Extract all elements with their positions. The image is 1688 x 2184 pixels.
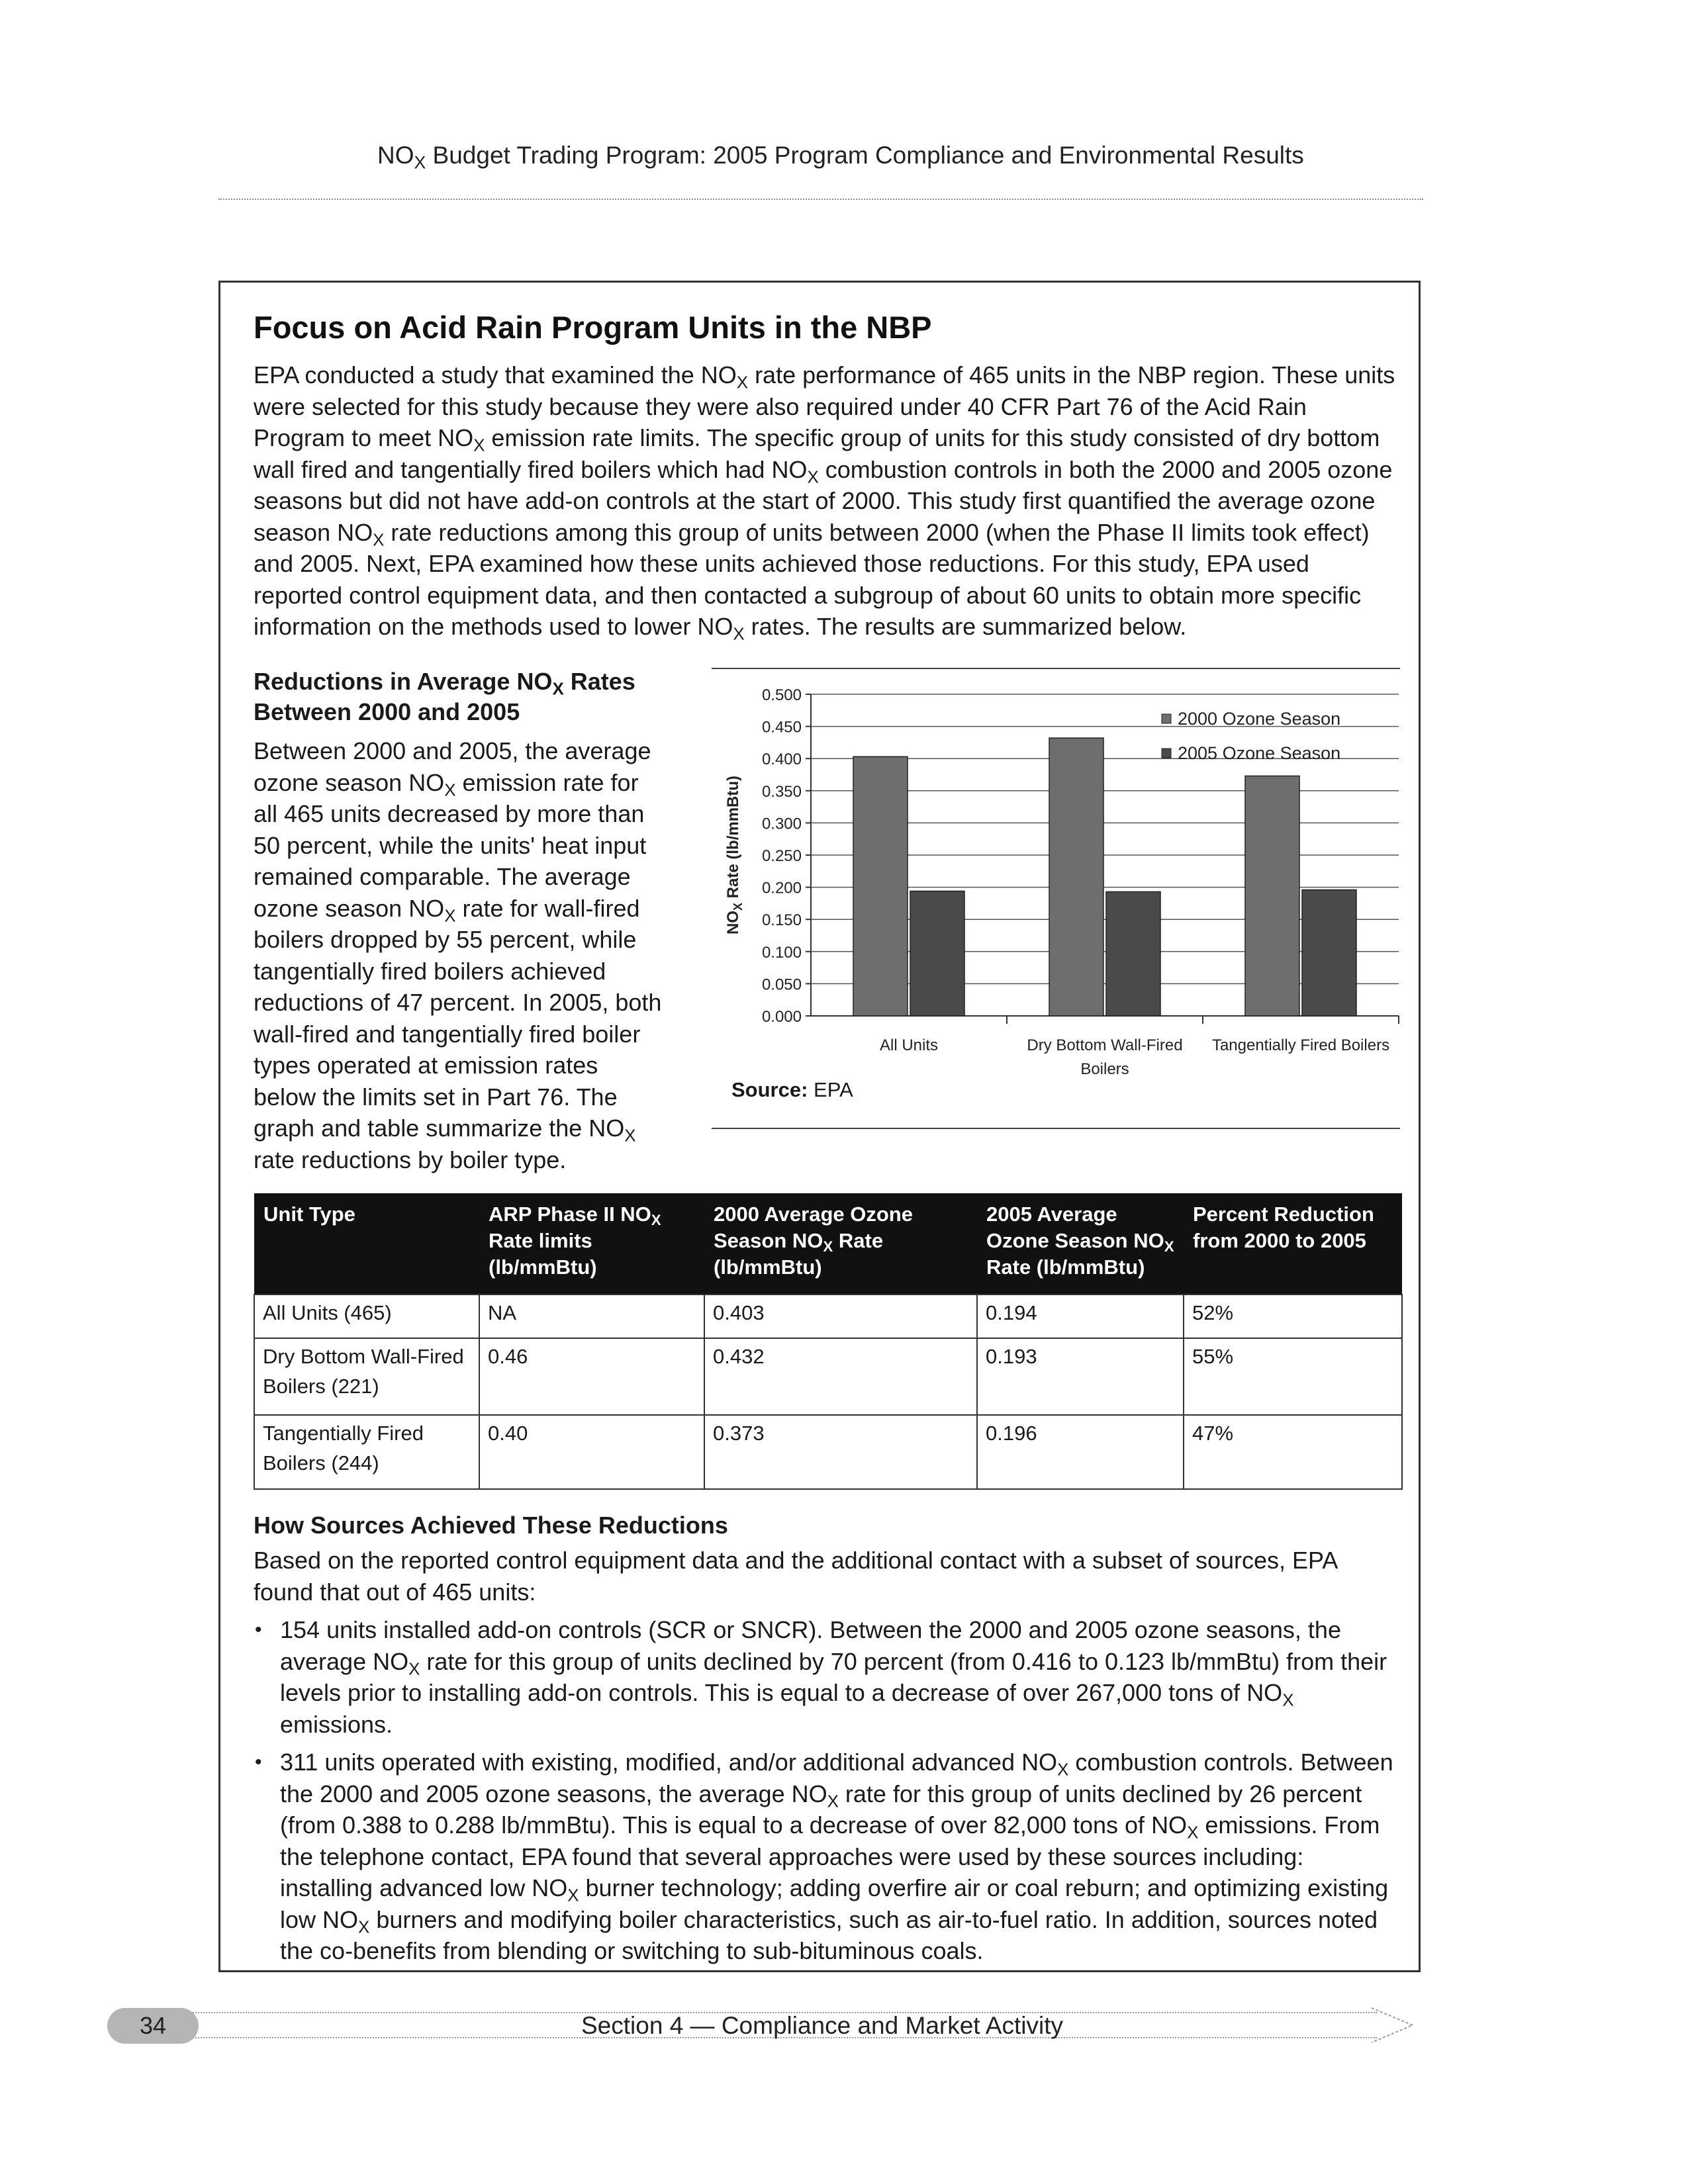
table-header-row [254, 1193, 1402, 1295]
y-tick-label: 0.050 [761, 976, 802, 994]
x-category-label: Tangentially Fired Boilers [1211, 1036, 1390, 1054]
table-cell: Tangentially Fired Boilers (244) [254, 1415, 479, 1489]
y-tick-label: 0.500 [761, 686, 802, 704]
list-item: • 154 units installed add-on controls (SCR or SNCR). Between the 2000 and 2005 ozone seasons, the average $NO_X$ rate for this group of units declined by 70 percent (from 0.416 to 0.123 lb/mmBtu) from their levels prior to installing add-on controls. This is equal to a decrease of over 267,000 tons of $NO_X$ emissions. [254, 1614, 1399, 1740]
legend-swatch [1162, 714, 1171, 723]
table-row [254, 1338, 1402, 1415]
y-tick-label: 0.000 [761, 1008, 802, 1026]
table-cell: 0.193 [977, 1338, 1184, 1415]
y-tick-label: 0.400 [761, 751, 802, 769]
reductions-body: Between 2000 and 2005, the average ozone season $NO_X$ emission rate for all 465 units decreased by more than 50 percent, while the units' heat input remained comparable. The average ozone season $NO_X$ rate for wall-fired boilers dropped by 55 percent, while tangentially fired boilers achieved reductions of 47 percent. In 2005, both wall-fired and tangentially fired boiler types operated at emission rates below the limits set in Part 76. The graph and table summarize the $NO_X$ rate reductions by boiler type. [254, 737, 662, 1173]
y-tick-label: 0.100 [761, 943, 802, 962]
table-cell: 52% [1184, 1295, 1402, 1338]
legend-swatch [1162, 749, 1171, 758]
list-item: • 311 units operated with existing, modified, and/or additional advanced $NO_X$ combustion controls. Between the 2000 and 2005 ozone seasons, the average $NO_X$ rate for this group of units declined by 26 percent (from 0.388 to 0.288 lb/mmBtu). This is equal to a decrease of over 82,000 tons of $NO_X$ emissions. From the telephone contact, EPA found that several approaches were used by these sources including: installing advanced low $NO_X$ burner technology; adding overfire air or coal reburn; and optimizing existing low $NO_X$ burners and modifying boiler characteristics, such as air-to-fuel ratio. In addition, sources noted the co-benefits from blending or switching to sub-bituminous coals. [254, 1747, 1399, 1967]
bar-2005 [1302, 889, 1356, 1016]
x-category-label: All Units [879, 1036, 939, 1054]
chart-bottom-rule [712, 1128, 1400, 1129]
page-number: 34 [107, 2008, 199, 2044]
reductions-heading: Reductions in Average $NO_X$ Rates Between 2000 and 2005 [254, 668, 635, 725]
y-tick-label: 0.150 [761, 911, 802, 930]
chart-source: Source: EPA [731, 1078, 853, 1101]
focus-title: Focus on Acid Rain Program Units in the NBP [254, 310, 932, 345]
bar-2000 [1049, 738, 1103, 1016]
achieved-list [254, 1614, 1399, 1967]
table-row [254, 1415, 1402, 1489]
table-cell: 47% [1184, 1415, 1402, 1489]
bar-2000 [853, 756, 908, 1016]
y-tick-label: 0.200 [761, 879, 802, 897]
table-cell: 0.403 [704, 1295, 977, 1338]
bar-2000 [1245, 776, 1299, 1016]
focus-box [218, 281, 1421, 1972]
bar-2005 [910, 891, 964, 1016]
reductions-column [254, 666, 664, 1175]
legend-label: 2000 Ozone Season [1178, 709, 1341, 729]
running-header: $NO_X$ Budget Trading Program: 2005 Program Compliance and Environmental Results [377, 142, 1304, 173]
table-cell: 0.196 [977, 1415, 1184, 1489]
table-header-cell: Percent Reduction from 2000 to 2005 [1184, 1193, 1402, 1295]
bar-2005 [1106, 891, 1160, 1016]
table-cell: 0.194 [977, 1295, 1184, 1338]
table-cell: NA [479, 1295, 704, 1338]
table-row [254, 1295, 1402, 1338]
table-cell: 55% [1184, 1338, 1402, 1415]
achieved-section [254, 1510, 1399, 1974]
footer-section: Section 4 — Compliance and Market Activity [581, 2012, 1063, 2039]
focus-intro: EPA conducted a study that examined the $NO_X$ rate performance of 465 units in the NBP region. These units were selected for this study because they were also required under 40 CFR Part 76 of the Acid Rain Program to meet $NO_X$ emission rate limits. The specific group of units for this study consisted of dry bottom wall fired and tangentially fired boilers which had $NO_X$ combustion controls in both the 2000 and 2005 ozone seasons but did not have add-on controls at the start of 2000. This study first quantified the average ozone season $NO_X$ rate reductions among this group of units between 2000 (when the Phase II limits took effect) and 2005. Next, EPA examined how these units achieved those reductions. For this study, EPA used reported control equipment data, and then contacted a subgroup of about 60 units to obtain more specific information on the methods used to lower $NO_X$ rates. The results are summarized below. [254, 361, 1395, 644]
achieved-heading: How Sources Achieved These Reductions [254, 1512, 728, 1539]
table-cell: 0.373 [704, 1415, 977, 1489]
table-header-cell: ARP Phase II $NO_X$ Rate limits (lb/mmBtu) [479, 1193, 704, 1295]
y-tick-label: 0.250 [761, 847, 802, 865]
legend-label: 2005 Ozone Season [1178, 743, 1341, 763]
chevron-right-icon [1370, 1999, 1417, 2052]
y-axis-label: $NO_X$ Rate (lb/mmBtu) [724, 775, 745, 935]
y-tick-label: 0.300 [761, 815, 802, 833]
x-category-label: Dry Bottom Wall-Fired Boilers [1027, 1036, 1183, 1078]
table-cell: 0.432 [704, 1338, 977, 1415]
table-header-cell: 2000 Average Ozone Season $NO_X$ Rate (lb/mmBtu) [704, 1193, 977, 1295]
header-divider [218, 199, 1423, 200]
y-tick-label: 0.350 [761, 782, 802, 801]
chart-canvas [712, 668, 1400, 1124]
table-cell: 0.46 [479, 1338, 704, 1415]
table-cell: Dry Bottom Wall-Fired Boilers (221) [254, 1338, 479, 1415]
table-cell: 0.40 [479, 1415, 704, 1489]
table-header-cell: Unit Type [254, 1193, 479, 1295]
nox-rate-chart [712, 668, 1400, 1131]
table-cell: All Units (465) [254, 1295, 479, 1338]
achieved-intro: Based on the reported control equipment data and the additional contact with a subset of sources, EPA found that out of 465 units: [254, 1547, 1337, 1606]
table-header-cell: 2005 Average Ozone Season $NO_X$ Rate (lb/mmBtu) [977, 1193, 1184, 1295]
y-tick-label: 0.450 [761, 718, 802, 737]
nox-rate-table [254, 1193, 1403, 1490]
